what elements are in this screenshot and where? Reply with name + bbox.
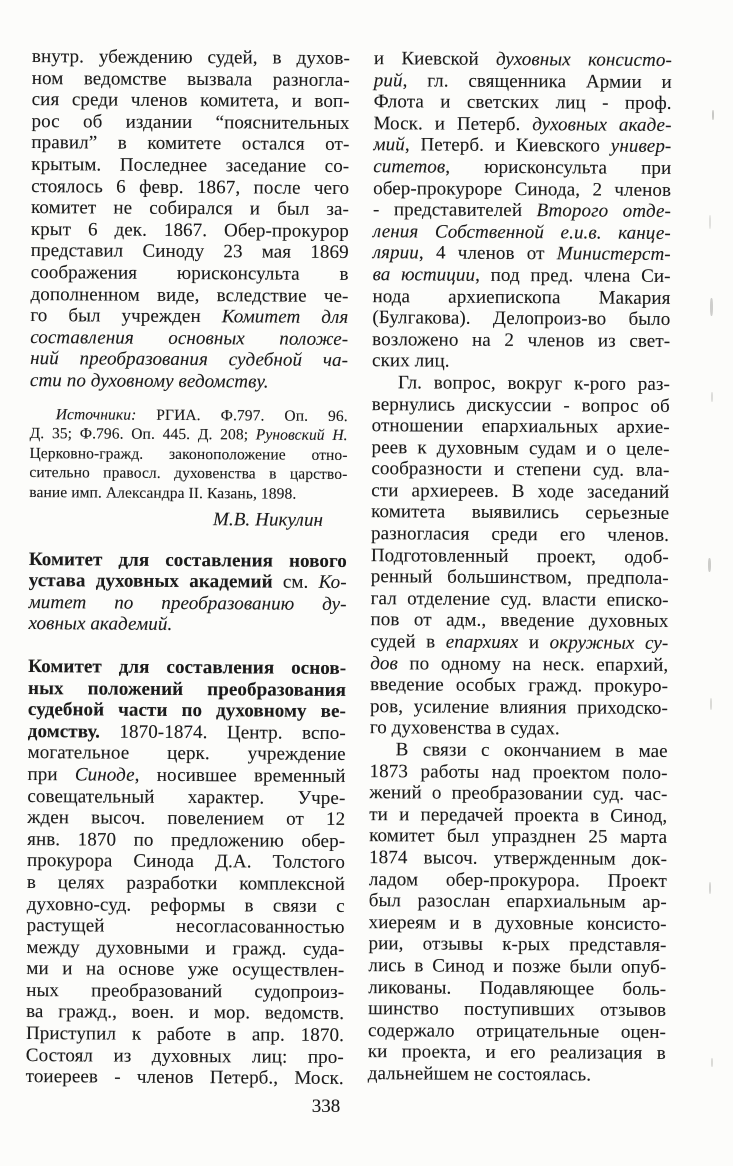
text-run: 1874 высоч. утвержденным док-	[368, 847, 668, 870]
text-line	[372, 372, 670, 395]
text-line	[31, 219, 349, 243]
text-line	[373, 199, 671, 222]
text-line	[373, 221, 671, 244]
text-run: окружных су-	[549, 632, 669, 654]
text-run: 1870-1874. Центр. вспо-	[99, 721, 346, 744]
page-content	[26, 46, 672, 1092]
text-run: , носившее временный	[134, 764, 346, 787]
text-run: Д. 35; Ф.796. Оп. 445. Д. 208;	[29, 425, 256, 444]
text-line	[369, 782, 667, 805]
text-run: обер-прокуроре Синода, 2 членов	[373, 177, 672, 201]
text-run: сти архиереев. В ходе заседаний	[371, 480, 670, 503]
scan-artifact	[711, 392, 713, 402]
text-run: Руновский Н.	[255, 426, 348, 444]
text-run: янв. 1870 по предложению обер-	[27, 828, 346, 852]
text-line	[370, 761, 668, 784]
text-run: нода архиепископа Макария	[372, 285, 671, 309]
text-run: ных преобразований судопроиз-	[26, 979, 345, 1003]
text-line	[368, 1020, 666, 1043]
text-run: , под пред. члена Си-	[475, 264, 671, 287]
text-run: содержало отрицательные оцен-	[367, 1019, 667, 1043]
text-run: крыт 6 дек. 1867. Обер-прокурор	[30, 218, 349, 242]
text-line	[368, 955, 666, 978]
text-line	[370, 610, 668, 633]
text-line	[371, 458, 669, 481]
text-run: прокурора Синода Д.А. Толстого	[26, 850, 346, 874]
text-line	[371, 480, 669, 503]
text-line	[31, 262, 349, 286]
text-line	[28, 699, 346, 723]
scan-artifact	[709, 215, 711, 229]
text-run: ских лиц.	[372, 350, 450, 372]
text-line	[371, 588, 669, 611]
text-run: ми и на основе уже осуществлен-	[26, 958, 345, 982]
text-run: Ко-	[318, 571, 347, 594]
text-run: вернулись дискуссии - вопрос об	[371, 393, 670, 417]
text-run: Второго отде-	[536, 200, 672, 223]
text-line	[369, 912, 667, 935]
text-run: го духовенства в судах.	[369, 717, 560, 740]
text-run: составления основных положе-	[30, 326, 349, 350]
text-run: го был учрежден	[30, 305, 222, 328]
text-run: тоиереев - членов Петерб., Моск.	[25, 1066, 344, 1090]
text-run: дополненном виде, вследствие че-	[30, 283, 349, 307]
text-line	[373, 242, 671, 265]
text-line	[373, 135, 671, 158]
text-run: комитета выявились серьезные	[371, 501, 670, 525]
text-line	[372, 415, 670, 438]
text-run: Синоде	[74, 764, 135, 786]
text-line	[368, 998, 666, 1021]
left-column	[26, 46, 350, 1090]
text-run: см.	[272, 571, 319, 593]
text-run: устава духовных академий	[28, 570, 273, 593]
text-run: Комитет для составления нового	[28, 548, 347, 572]
text-run: ти и передачей проекта в Синод,	[369, 803, 668, 827]
text-run: гал отделение суд. власти еписко-	[370, 587, 669, 611]
text-run: сообразности и степени суд. вла-	[371, 458, 670, 482]
text-run: был разослан епархиальным ар-	[368, 890, 667, 914]
text-run: отношении епархиальных архие-	[371, 415, 670, 439]
text-run: М.В. Никулин	[212, 509, 324, 531]
text-run: ний преобразования судебной ча-	[30, 348, 349, 372]
text-run: в целях разработки комплексной	[26, 871, 345, 895]
text-run: Министерст-	[556, 243, 671, 266]
text-run: ликованы. Подавляющее боль-	[368, 976, 667, 1000]
text-line	[30, 348, 348, 372]
text-run: реев к духовным судам и о целе-	[371, 436, 670, 460]
text-line	[374, 48, 672, 71]
text-line	[31, 132, 349, 156]
text-line	[368, 1041, 666, 1064]
paragraph-outcome	[368, 739, 668, 1086]
text-line	[369, 847, 667, 870]
text-line	[28, 656, 346, 680]
text-run: жений о преобразовании суд. час-	[369, 782, 668, 806]
text-line	[28, 678, 346, 702]
entry-cross-reference	[28, 549, 347, 637]
text-run: епархиях	[445, 631, 519, 654]
text-run: введение особых гражд. прокуро-	[370, 674, 669, 698]
text-line	[372, 394, 670, 417]
text-line	[369, 890, 667, 913]
text-run: ки проекта, и его реализация в	[367, 1041, 666, 1065]
text-line	[29, 592, 347, 616]
scan-artifact	[712, 110, 714, 120]
text-line	[27, 915, 345, 939]
text-run: Флота и светских лиц - проф.	[373, 91, 672, 115]
text-run: духовно-суд. реформы в связи с	[26, 893, 345, 917]
text-run: крытым. Последнее заседание со-	[31, 154, 350, 177]
text-line	[31, 154, 349, 178]
text-line	[368, 977, 666, 1000]
text-line	[373, 178, 671, 201]
text-line	[29, 463, 347, 484]
text-run: и Киевской	[373, 48, 497, 70]
text-line	[373, 264, 671, 287]
text-line	[29, 549, 347, 573]
text-run: вание имп. Александра II. Казань, 1898.	[29, 483, 297, 503]
text-run: правил” в комитете остался от-	[31, 132, 350, 156]
text-run: универ-	[610, 135, 672, 158]
text-line	[28, 742, 346, 766]
text-run: ситетов	[373, 156, 446, 178]
text-run: РГИА. Ф.797. Оп. 96.	[136, 406, 348, 425]
text-run: по одному на неск. епархий,	[397, 652, 669, 676]
text-run: дальнейшем не состоялась.	[367, 1063, 592, 1086]
text-line	[30, 284, 348, 308]
text-line	[27, 807, 345, 831]
text-line	[29, 508, 347, 532]
text-line	[31, 111, 349, 135]
text-line	[27, 764, 345, 788]
text-line	[370, 653, 668, 676]
text-run: представил Синоду 23 мая 1869	[30, 240, 349, 264]
text-run: лярии	[372, 242, 419, 264]
scan-artifact	[710, 298, 713, 316]
text-run: судей в	[370, 631, 446, 653]
text-line	[29, 444, 347, 465]
text-line	[30, 405, 348, 426]
text-line	[369, 825, 667, 848]
text-line	[371, 566, 669, 589]
text-run: , гл. священника Армии и	[402, 69, 672, 93]
text-run: ва гражд., воен. и мор. ведомств.	[26, 1001, 345, 1025]
text-run: рос об издании “пояснительных	[31, 110, 350, 134]
text-line	[29, 483, 347, 504]
page-number: 338	[311, 1096, 341, 1117]
text-line	[374, 70, 672, 93]
text-line	[30, 424, 348, 445]
text-run: между духовными и гражд. суда-	[26, 936, 345, 960]
text-line	[372, 307, 670, 330]
text-line	[28, 721, 346, 745]
text-line	[29, 570, 347, 594]
text-line	[27, 894, 345, 918]
text-run: , юрисконсульта при	[445, 156, 672, 179]
text-line	[374, 91, 672, 114]
text-line	[32, 89, 350, 113]
text-run: Церковно-гражд. законоположение отно-	[29, 444, 348, 464]
text-line	[32, 68, 350, 92]
text-run: Состоял из духовных лиц: про-	[25, 1044, 344, 1068]
text-line	[30, 327, 348, 351]
text-run: , Петерб. и Киевского	[404, 134, 611, 157]
text-run: растущей несогласованностью	[26, 915, 345, 939]
text-run: пов от адм., введение духовных	[370, 609, 669, 633]
text-run: Приступил к работе в апр. 1870.	[25, 1023, 345, 1047]
text-run: ховных академий.	[28, 613, 173, 636]
text-run: ления Собственной е.и.в. канце-	[372, 220, 671, 244]
text-line	[30, 305, 348, 329]
text-line	[371, 523, 669, 546]
text-line	[373, 113, 671, 136]
text-line	[368, 1063, 666, 1086]
entry-main	[26, 656, 347, 1090]
text-line	[27, 829, 345, 853]
text-run: духовных акаде-	[532, 113, 672, 136]
author	[29, 508, 347, 532]
text-line	[372, 286, 670, 309]
text-line	[32, 46, 350, 70]
text-run: рий	[373, 69, 403, 91]
text-run: Подготовленный проект, одоб-	[370, 544, 669, 568]
text-line	[26, 958, 344, 982]
text-run: ренный большинством, предпола-	[370, 566, 669, 590]
text-run: Источники:	[55, 405, 137, 424]
text-run: лись в Синод и позже были опуб-	[368, 955, 667, 978]
text-line	[31, 176, 349, 200]
text-line	[369, 869, 667, 892]
paragraph-discussion	[370, 372, 670, 741]
text-run: судебной части по духовному ве-	[27, 699, 347, 723]
scan-artifact	[708, 558, 711, 572]
text-run: сти по духовному ведомству.	[29, 369, 269, 393]
entry-main-continuation	[372, 48, 672, 374]
scan-artifact	[710, 698, 712, 710]
text-run: внутр. убеждению судей, в духов-	[31, 46, 351, 69]
text-run: - представителей	[372, 199, 537, 222]
text-run: шинство поступивших отзывов	[368, 998, 667, 1022]
text-line	[369, 804, 667, 827]
text-run: сия среди членов комитета, и воп-	[31, 89, 350, 113]
text-line	[26, 1023, 344, 1047]
text-run: ных положений преобразования	[28, 677, 347, 701]
text-line	[27, 786, 345, 810]
text-run: и	[518, 632, 550, 654]
text-run: ров, усиление влияния приходско-	[369, 695, 669, 719]
text-run: при	[27, 763, 76, 786]
text-line	[31, 240, 349, 264]
text-line	[28, 613, 346, 637]
text-line	[368, 933, 666, 956]
text-run: Гл. вопрос, вокруг к-рого раз-	[397, 372, 671, 395]
text-line	[371, 502, 669, 525]
text-run: В связи с окончанием в мае	[395, 739, 668, 762]
text-line	[373, 156, 671, 179]
text-line	[370, 631, 668, 654]
right-column	[368, 48, 672, 1092]
text-line	[371, 437, 669, 460]
text-line	[371, 545, 669, 568]
text-line	[372, 350, 670, 373]
text-run: ва юстиции	[372, 264, 476, 286]
text-line	[370, 739, 668, 762]
text-run: Комитет для	[221, 306, 349, 329]
text-run: , 4 членов от	[418, 242, 557, 265]
scan-artifact	[709, 882, 711, 894]
text-run: ладом обер-прокурора. Проект	[368, 868, 667, 892]
text-run: возложено на 2 членов из свет-	[372, 328, 671, 352]
text-run: духовных консисто-	[495, 48, 672, 71]
text-line	[31, 197, 349, 221]
text-run: могательное церк. учреждение	[27, 742, 346, 766]
text-run: разногласия среди его членов.	[370, 523, 670, 547]
text-run: рии, отзывы к-рых представля-	[368, 933, 667, 957]
entry-continuation	[30, 46, 350, 393]
text-run: Комитет для составления основ-	[28, 656, 347, 679]
text-line	[372, 329, 670, 352]
text-run: хиереям и в духовные консисто-	[368, 911, 667, 935]
text-run: соображения юрисконсульта в	[30, 261, 349, 285]
text-line	[370, 696, 668, 719]
text-run: стоялось 6 февр. 1867, после чего	[31, 175, 350, 199]
text-run: сительно правосл. духовенства в царство-	[29, 464, 348, 483]
text-run: 1873 работы над проектом поло-	[369, 760, 668, 784]
text-run: Моск. и Петерб.	[373, 112, 533, 135]
text-run: совещательный характер. Учре-	[27, 785, 346, 809]
text-run: комитет был упразднен 25 марта	[369, 825, 668, 849]
text-line	[370, 674, 668, 697]
text-line	[26, 980, 344, 1004]
text-line	[30, 370, 348, 394]
text-line	[27, 850, 345, 874]
text-line	[26, 1066, 344, 1090]
text-run: ном ведомстве вызвала разногла-	[31, 67, 350, 91]
text-line	[27, 872, 345, 896]
text-run: комитет не собирался и был за-	[30, 197, 350, 221]
text-run: дов	[370, 652, 398, 674]
scan-artifact	[711, 1058, 713, 1067]
sources	[29, 405, 348, 504]
text-line	[26, 1001, 344, 1025]
text-run: домству.	[27, 720, 101, 743]
text-line	[26, 937, 344, 961]
text-run: (Булгакова). Делопроиз-во было	[372, 307, 671, 331]
text-line	[370, 718, 668, 741]
text-run: жден высоч. повелением от 12	[27, 807, 346, 831]
text-line	[26, 1045, 344, 1069]
text-run: мий	[373, 134, 405, 156]
text-run: митет по преобразованию ду-	[28, 591, 347, 615]
